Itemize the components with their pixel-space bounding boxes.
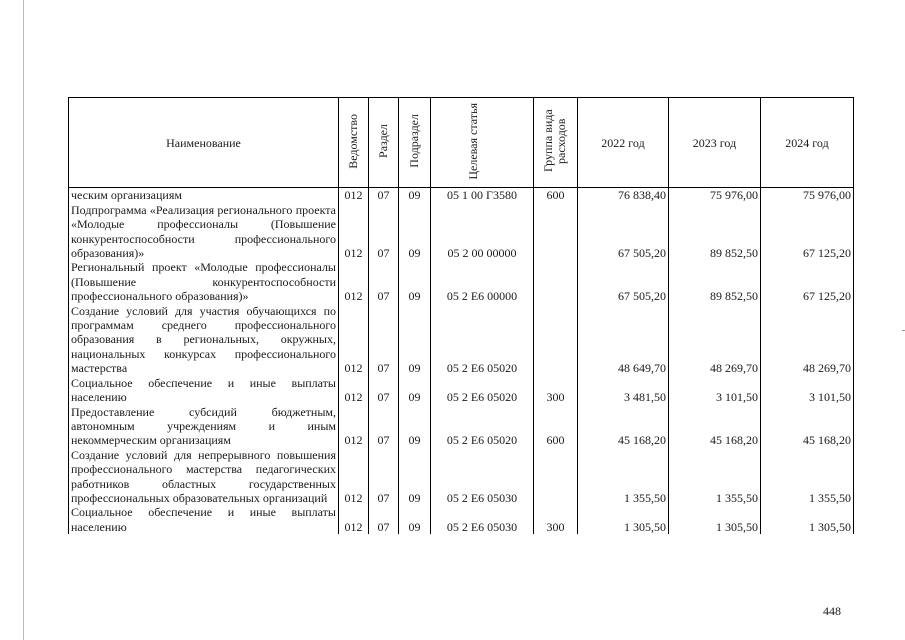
row-2024: 48 269,70 (761, 304, 854, 376)
row-name: Социальное обеспечение и иные выплаты населению (69, 505, 339, 534)
table-row (69, 405, 854, 448)
table-row (69, 376, 854, 405)
row-ministry: 012 (339, 405, 369, 448)
row-2022: 45 168,20 (578, 405, 669, 448)
header-subsection-label: Подраздел (407, 114, 421, 168)
header-expense-group-label: Группа вида расходов (540, 109, 568, 173)
table-row (69, 188, 854, 203)
header-ministry-label: Ведомство (346, 113, 360, 169)
row-2022: 48 649,70 (578, 304, 669, 376)
row-article: 05 2 E6 05030 (431, 505, 534, 534)
table-row (69, 505, 854, 534)
table-row (69, 260, 854, 303)
row-ministry: 012 (339, 448, 369, 506)
row-2023: 1 305,50 (669, 505, 761, 534)
row-2023: 89 852,50 (669, 203, 761, 261)
row-group (534, 203, 578, 261)
row-section: 07 (369, 448, 399, 506)
row-2023: 75 976,00 (669, 188, 761, 203)
row-ministry: 012 (339, 304, 369, 376)
row-ministry: 012 (339, 188, 369, 203)
header-name (69, 98, 339, 188)
row-group: 300 (534, 505, 578, 534)
row-section: 07 (369, 376, 399, 405)
row-2022: 67 505,20 (578, 203, 669, 261)
header-2023-label: 2023 год (692, 135, 737, 150)
table-row (69, 304, 854, 376)
page-number: 448 (823, 604, 841, 618)
row-2023: 89 852,50 (669, 260, 761, 303)
row-article: 05 2 00 00000 (431, 203, 534, 261)
row-ministry: 012 (339, 505, 369, 534)
header-2024 (761, 98, 854, 188)
row-group: 300 (534, 376, 578, 405)
row-2024: 75 976,00 (761, 188, 854, 203)
row-section: 07 (369, 405, 399, 448)
row-section: 07 (369, 304, 399, 376)
header-section (369, 98, 399, 188)
row-group (534, 304, 578, 376)
header-2022 (578, 98, 669, 188)
row-name: Создание условий для участия обучающихся по программам среднего профессионального образования в региональных, окружных, национальных конкурсах профессионального мастерства (69, 304, 339, 376)
row-subsection: 09 (399, 188, 431, 203)
row-section: 07 (369, 505, 399, 534)
row-article: 05 2 E6 05020 (431, 376, 534, 405)
row-ministry: 012 (339, 203, 369, 261)
table-header-row (69, 98, 854, 188)
row-section: 07 (369, 188, 399, 203)
header-section-label: Раздел (376, 124, 390, 158)
row-ministry: 012 (339, 376, 369, 405)
row-name: Создание условий для непрерывного повышения профессионального мастерства педагогических работников областных государственных профессиональных образовательных организаций (69, 448, 339, 506)
row-article: 05 2 E6 05020 (431, 405, 534, 448)
header-target-article (431, 98, 534, 188)
row-2022: 1 305,50 (578, 505, 669, 534)
row-name: ческим организациям (69, 188, 339, 203)
row-group: 600 (534, 405, 578, 448)
row-2023: 1 355,50 (669, 448, 761, 506)
row-group (534, 448, 578, 506)
row-2024: 3 101,50 (761, 376, 854, 405)
row-group: 600 (534, 188, 578, 203)
header-2024-label: 2024 год (785, 135, 829, 150)
row-2024: 67 125,20 (761, 260, 854, 303)
row-article: 05 1 00 Г3580 (431, 188, 534, 203)
row-section: 07 (369, 260, 399, 303)
header-2022-label: 2022 год (601, 135, 645, 150)
row-subsection: 09 (399, 448, 431, 506)
row-2024: 67 125,20 (761, 203, 854, 261)
header-target-article-label: Целевая статья (466, 102, 480, 180)
row-name: Социальное обеспечение и иные выплаты населению (69, 376, 339, 405)
row-subsection: 09 (399, 505, 431, 534)
row-2022: 3 481,50 (578, 376, 669, 405)
row-2022: 67 505,20 (578, 260, 669, 303)
row-subsection: 09 (399, 260, 431, 303)
row-2023: 45 168,20 (669, 405, 761, 448)
row-2023: 3 101,50 (669, 376, 761, 405)
row-2024: 45 168,20 (761, 405, 854, 448)
table-row (69, 203, 854, 261)
row-2024: 1 305,50 (761, 505, 854, 534)
header-name-label: Наименование (166, 135, 241, 150)
row-article: 05 2 E6 05020 (431, 304, 534, 376)
row-subsection: 09 (399, 203, 431, 261)
row-article: 05 2 E6 00000 (431, 260, 534, 303)
row-section: 07 (369, 203, 399, 261)
budget-table (68, 97, 854, 534)
header-subsection (399, 98, 431, 188)
row-subsection: 09 (399, 405, 431, 448)
row-name: Подпрограмма «Реализация регионального проекта «Молодые профессионалы (Повышение конкурентоспособности профессионального образования)» (69, 203, 339, 261)
row-2023: 48 269,70 (669, 304, 761, 376)
row-name: Предоставление субсидий бюджетным, автономным учреждениям и иным некоммерческим организациям (69, 405, 339, 448)
header-expense-group (534, 98, 578, 188)
row-subsection: 09 (399, 304, 431, 376)
header-2023 (669, 98, 761, 188)
header-ministry (339, 98, 369, 188)
row-2022: 76 838,40 (578, 188, 669, 203)
row-2022: 1 355,50 (578, 448, 669, 506)
row-subsection: 09 (399, 376, 431, 405)
table-row (69, 448, 854, 506)
row-group (534, 260, 578, 303)
row-article: 05 2 E6 05030 (431, 448, 534, 506)
row-ministry: 012 (339, 260, 369, 303)
row-name: Региональный проект «Молодые профессионалы (Повышение конкурентоспособности профессионального образования)» (69, 260, 339, 303)
row-2024: 1 355,50 (761, 448, 854, 506)
scan-edge-line (23, 0, 24, 640)
